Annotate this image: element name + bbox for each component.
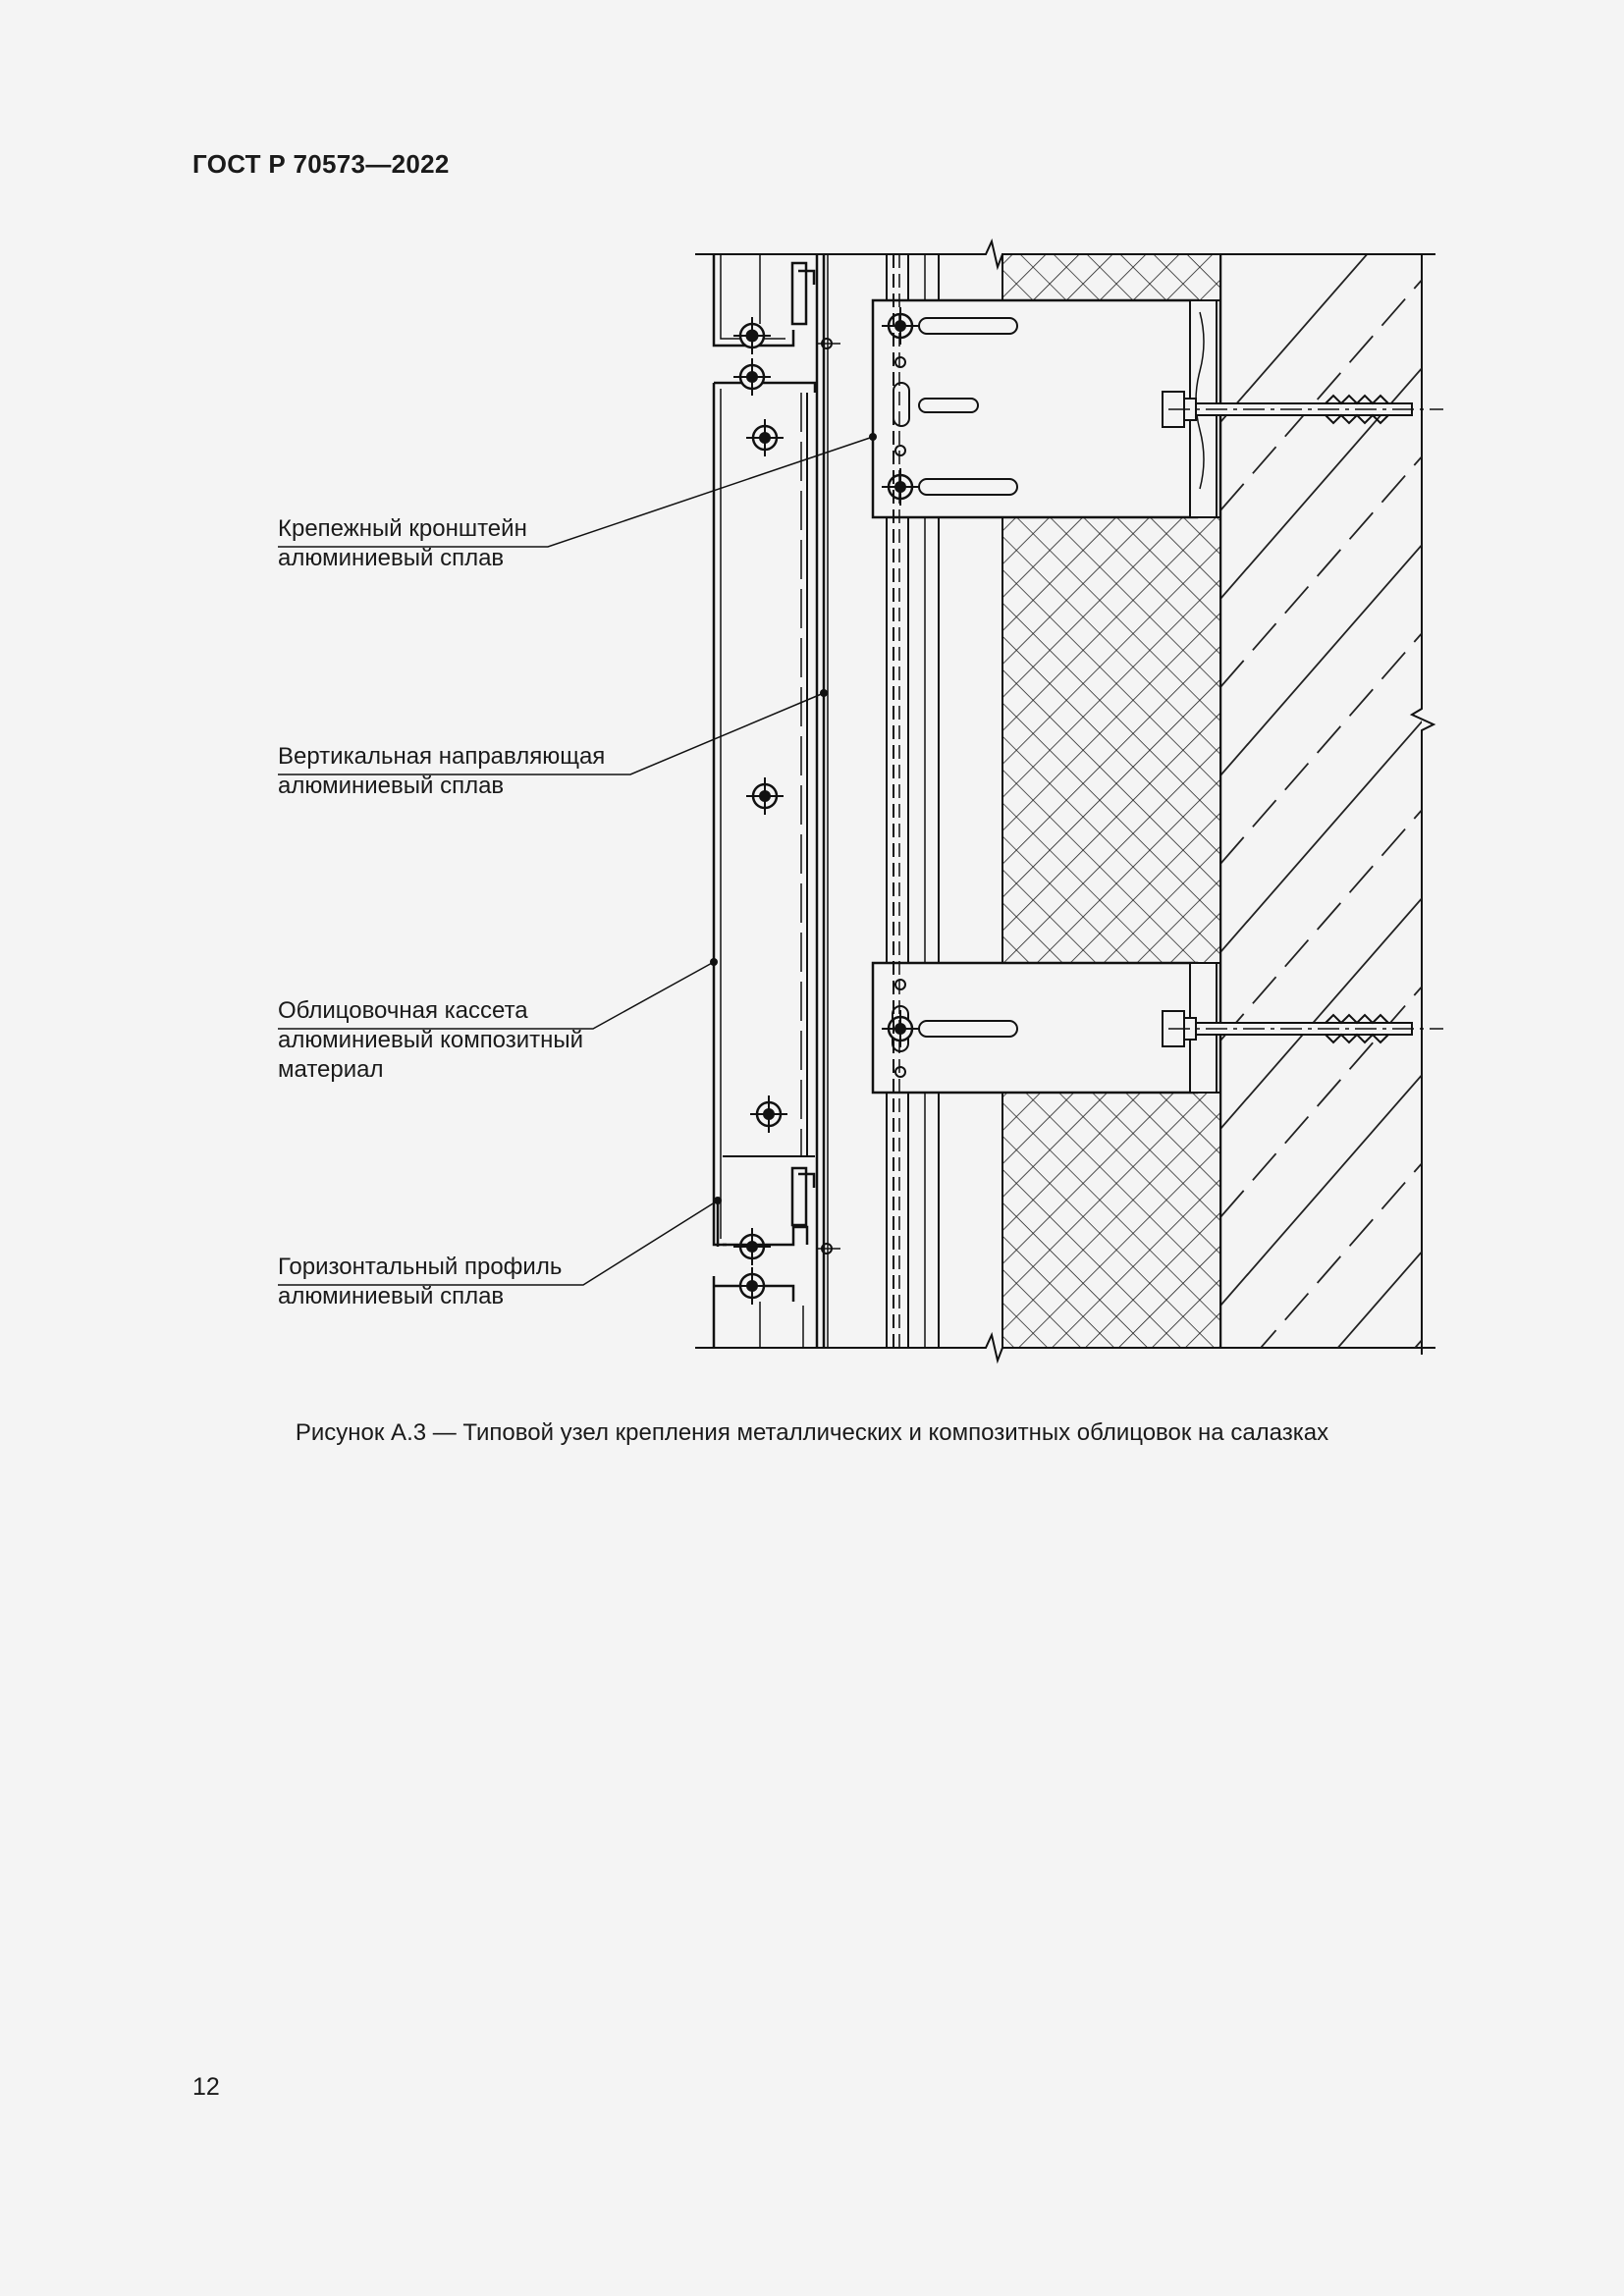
fixing-bolt (746, 777, 784, 815)
leader-dot (869, 433, 877, 441)
fixing-bolt (733, 1228, 771, 1265)
concrete-wall (1220, 167, 1443, 1571)
fixing-bolt (733, 1267, 771, 1305)
label-horizontal-profile: Горизонтальный профиль алюминиевый сплав (278, 1254, 563, 1309)
standard-header: ГОСТ Р 70573—2022 (192, 149, 450, 179)
fixing-bolt (746, 419, 784, 456)
figure-caption: Рисунок А.3 — Типовой узел крепления металлических и композитных облицовок на салазках (295, 1419, 1329, 1446)
label-fixing-bracket: Крепежный кронштейн алюминиевый сплав (278, 515, 527, 571)
label-facing-cassette: Облицовочная кассета алюминиевый композитный материал (278, 997, 584, 1083)
leader-dot (820, 689, 828, 697)
leader-dot (714, 1197, 722, 1204)
page-number: 12 (192, 2073, 220, 2101)
fixing-bolt (750, 1095, 787, 1133)
label-vertical-guide: Вертикальная направляющая алюминиевый сплав (278, 743, 606, 799)
fixing-bolt (733, 358, 771, 396)
leader-dot (710, 958, 718, 966)
